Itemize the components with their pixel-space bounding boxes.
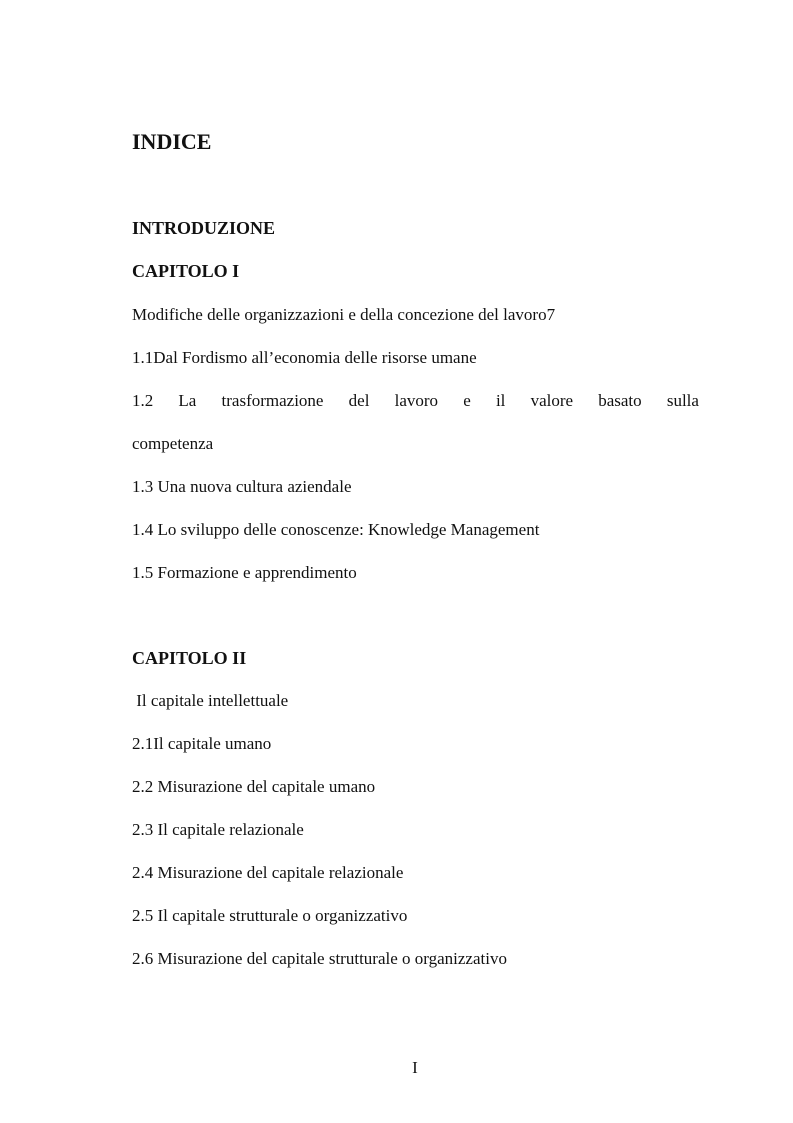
toc-entry-1-2-continued: competenza bbox=[132, 434, 214, 453]
page-number: I bbox=[412, 1058, 418, 1077]
toc-word: lavoro bbox=[394, 391, 439, 410]
toc-word: del bbox=[348, 391, 370, 410]
toc-word: il bbox=[495, 391, 506, 410]
chapter-2-subtitle: Il capitale intellettuale bbox=[132, 691, 289, 710]
toc-entry-2-4: 2.4 Misurazione del capitale relazionale bbox=[132, 863, 404, 882]
toc-word: 1.2 bbox=[132, 391, 154, 410]
toc-entry-1-2 bbox=[132, 391, 699, 411]
chapter-1-subtitle: Modifiche delle organizzazioni e della concezione del lavoro7 bbox=[132, 305, 556, 324]
introduction-heading: INTRODUZIONE bbox=[132, 218, 276, 238]
toc-entry-1-3: 1.3 Una nuova cultura aziendale bbox=[132, 477, 352, 496]
toc-word: valore bbox=[530, 391, 574, 410]
toc-entry-2-1: 2.1Il capitale umano bbox=[132, 734, 272, 753]
toc-entry-2-3: 2.3 Il capitale relazionale bbox=[132, 820, 304, 839]
index-title: INDICE bbox=[132, 129, 212, 154]
toc-entry-2-5: 2.5 Il capitale strutturale o organizzativo bbox=[132, 906, 408, 925]
toc-entry-2-6: 2.6 Misurazione del capitale strutturale o organizzativo bbox=[132, 949, 507, 968]
toc-entry-1-4: 1.4 Lo sviluppo delle conoscenze: Knowledge Management bbox=[132, 520, 540, 539]
chapter-2-heading: CAPITOLO II bbox=[132, 648, 247, 668]
toc-entry-2-2: 2.2 Misurazione del capitale umano bbox=[132, 777, 376, 796]
toc-word: trasformazione bbox=[221, 391, 324, 410]
toc-word: e bbox=[463, 391, 471, 410]
toc-entry-1-5: 1.5 Formazione e apprendimento bbox=[132, 563, 357, 582]
toc-word: La bbox=[178, 391, 197, 410]
chapter-1-heading: CAPITOLO I bbox=[132, 261, 240, 281]
toc-word: basato bbox=[598, 391, 642, 410]
toc-entry-1-1: 1.1Dal Fordismo all’economia delle risorse umane bbox=[132, 348, 477, 367]
toc-word: sulla bbox=[666, 391, 699, 410]
